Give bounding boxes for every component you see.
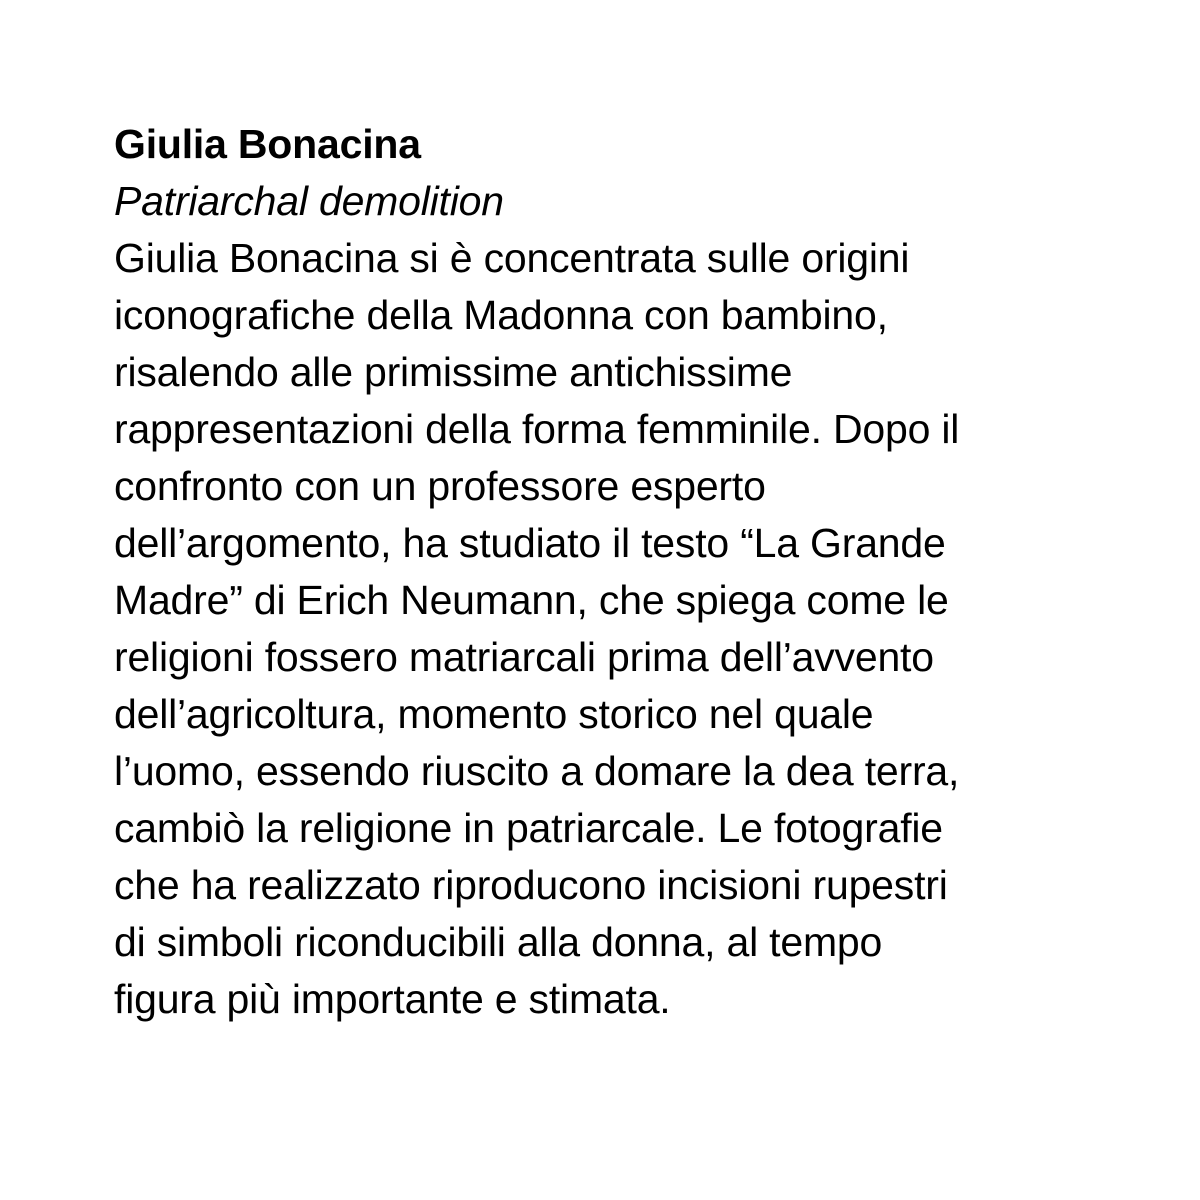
description-line: rappresentazioni della forma femminile. Dopo il bbox=[114, 406, 960, 452]
work-title: Patriarchal demolition bbox=[114, 178, 504, 224]
description-line: dell’argomento, ha studiato il testo “La Grande bbox=[114, 520, 946, 566]
description-line: di simboli riconducibili alla donna, al tempo bbox=[114, 919, 883, 965]
description-line: religioni fossero matriarcali prima dell’avvento bbox=[114, 634, 934, 680]
description-paragraph bbox=[114, 230, 1114, 1028]
description-line: cambiò la religione in patriarcale. Le fotografie bbox=[114, 805, 943, 851]
description-line: confronto con un professore esperto bbox=[114, 463, 766, 509]
artist-name: Giulia Bonacina bbox=[114, 121, 421, 167]
description-line: dell’agricoltura, momento storico nel quale bbox=[114, 691, 874, 737]
description-line: iconografiche della Madonna con bambino, bbox=[114, 292, 888, 338]
description-line: Giulia Bonacina si è concentrata sulle origini bbox=[114, 235, 910, 281]
description-line: figura più importante e stimata. bbox=[114, 976, 671, 1022]
artwork-caption bbox=[114, 116, 1114, 1028]
description-line: l’uomo, essendo riuscito a domare la dea terra, bbox=[114, 748, 960, 794]
description-line: risalendo alle primissime antichissime bbox=[114, 349, 793, 395]
description-line: che ha realizzato riproducono incisioni rupestri bbox=[114, 862, 948, 908]
description-line: Madre” di Erich Neumann, che spiega come le bbox=[114, 577, 949, 623]
